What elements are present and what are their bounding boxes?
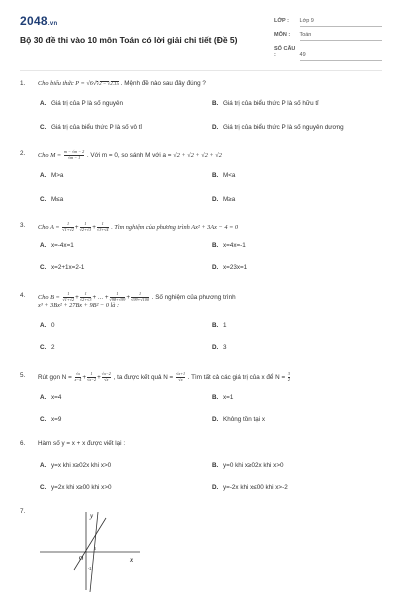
q2-option-a[interactable] [40,172,63,179]
question-text: Cho A = $\frac{1}{√1+√2}$ + $\frac{1}{√2+√3}$ + $\frac{1}{√3+√4}$ . Tìm nghiệm của phương trình Ax² + 3Ax − 4 = 0 [38,221,239,232]
option-text: Giá trị của biểu thức P là số hữu tỉ [223,100,319,107]
q4-text-before: Cho B = [38,293,60,301]
option-text: M<a [223,172,236,179]
option-key: B. [212,462,219,469]
option-text: x=23x=1 [223,264,248,271]
fraction: $\frac{3}{2}$ [287,371,290,382]
option-key: D. [212,264,219,271]
option-text: Không tồn tại x [223,416,266,423]
q3-option-d[interactable] [212,264,247,271]
option-key: B. [212,322,219,329]
question-text [38,150,222,160]
q1-option-b[interactable] [212,100,318,107]
socau-label: SỐ CÂU : [274,46,296,58]
graph-line [74,518,106,570]
option-key: D. [212,196,219,203]
q2-text-after: √2 + √2 + √2 + √2 [173,151,222,159]
lop-value: Lớp 9 [299,18,314,24]
option-key: C. [40,196,47,203]
option-key: A. [40,322,47,329]
q2-option-d[interactable] [212,196,235,203]
question-number: 1. [20,80,26,87]
meta-lop [274,18,382,24]
option-text: y=0 khi x≥02x khi x>0 [223,462,284,469]
mon-label: MÔN : [274,32,291,38]
q2-option-c[interactable] [40,196,63,203]
q5-text-after: . Tìm tất cả các giá trị của x để N = [187,373,286,381]
option-text: Giá trị của biểu thức P là số vô tỉ [51,124,142,131]
q6-option-a[interactable] [40,462,111,469]
fraction: $\frac{√x+1}{√x}$ [175,371,186,382]
q1-text-after: . Mệnh đề nào sau đây đúng ? [119,80,206,87]
option-text: Giá trị của P là số nguyên [51,100,123,107]
y-axis-label: y [90,512,94,520]
mon-value: Toán [299,32,312,38]
q4-option-a[interactable] [40,322,55,329]
option-text: x=-4x=1 [51,242,74,249]
option-key: C. [40,416,47,423]
question-number: 3. [20,222,26,229]
q1-option-d[interactable] [212,124,344,131]
q5-text-before: Rút gọn N = [38,373,72,381]
option-text: y=2x khi x≥00 khi x>0 [51,484,112,491]
option-key: C. [40,344,47,351]
question-text-line2: x³ + 3Bx² + 27Bx + 9B² − 0 là : [38,302,120,309]
option-text: M≤a [51,196,64,203]
option-text: 0 [51,322,55,329]
question-text: Rút gọn N = $\frac{√x}{x-4}$ + $\frac{1}{√x-2}$ + $\frac{√x-2}{√x}$ , ta được kết quả N = $\frac{√x+1}{√x}$ . Tìm tất cả các giá trị của x để N = $\frac{3}{2}$ [38,371,290,382]
option-text: x=1 [223,394,234,401]
question-text: Cho B = $\frac{1}{√1+√2}$ + $\frac{1}{√2+√3}$ + ... + $\frac{1}{√98+√99}$ + $\frac{1}{√99+√100}$ . Số nghiệm của phương trình [38,291,236,302]
meta-mon [274,32,382,38]
page-header [20,14,382,66]
fraction: $\frac{1}{√99+√100}$ [131,291,149,302]
option-text: y=x khi x≥02x khi x>0 [51,462,112,469]
option-text: x=2+1x=2-1 [51,264,85,271]
q5-option-d[interactable] [212,416,265,423]
option-key: D. [212,344,219,351]
question-text: Hàm số y = x + x được viết lại : [38,440,126,447]
option-text: 3 [223,344,227,351]
fraction: $\frac{m - √m - 2}{√m - 1}$ [63,149,85,160]
fraction: $\frac{√x}{x-4}$ [74,371,82,382]
option-key: D. [212,484,219,491]
option-text: x=4 [51,394,62,401]
q6-option-b[interactable] [212,462,284,469]
question-number: 2. [20,150,26,157]
q2-text-mid: . Với m = 0, so sánh M với a = [86,151,172,159]
option-key: B. [212,242,219,249]
logo-suffix: .vn [47,21,58,27]
fraction: $\frac{√x-2}{√x}$ [101,371,111,382]
option-text: 1 [223,322,227,329]
question-number: 7. [20,508,26,515]
option-text: 2 [51,344,55,351]
x-axis-label: x [130,556,134,564]
option-key: A. [40,394,47,401]
option-text: M≥a [223,196,236,203]
fraction: $\frac{1}{√1+√2}$ [62,221,74,232]
meta-socau [274,46,382,58]
q5-option-a[interactable] [40,394,61,401]
fraction: $\frac{1}{√1+√2}$ [62,291,75,302]
tick-x-label: 1 [94,546,96,551]
q2-option-b[interactable] [212,172,235,179]
option-key: A. [40,100,47,107]
question-number: 6. [20,440,26,447]
q3-text-after: . Tìm nghiệm của phương trình Ax² + 3Ax − 4 = 0 [111,223,239,231]
q3-option-b[interactable] [212,242,246,249]
option-text: x=4x=-1 [223,242,246,249]
q4-text-after: . Số nghiệm của phương trình [151,293,236,301]
question-text: Cho biểu thức P = √6√√2 − √2.15 . Mệnh đề nào sau đây đúng ? [38,80,206,87]
question-number: 5. [20,372,26,379]
q4-option-c[interactable] [40,344,55,351]
fraction: $\frac{1}{√2+√3}$ [79,291,92,302]
lop-label: LỚP : [274,18,289,24]
function-graph [36,508,146,592]
q1-option-a[interactable] [40,100,123,107]
q6-option-d[interactable] [212,484,288,491]
q3-option-a[interactable] [40,242,74,249]
fraction: $\frac{1}{√x-2}$ [87,371,97,382]
q5-text-mid: , ta được kết quả N = [113,373,174,381]
socau-value: 49 [299,52,306,58]
q3-option-c[interactable] [40,264,84,271]
option-key: C. [40,264,47,271]
q3-text-before: Cho A = [38,223,60,231]
q6-option-c[interactable] [40,484,112,491]
option-key: C. [40,484,47,491]
q4-option-d[interactable] [212,344,227,351]
option-key: A. [40,242,47,249]
q5-option-c[interactable] [40,416,61,423]
option-text: Giá trị của biểu thức P là số nguyên dương [223,124,344,131]
q1-text-before: Cho biểu thức P = √6√ [38,80,97,87]
option-key: C. [40,124,47,131]
origin-label: O [79,556,84,562]
logo-text: 2048 [20,14,48,28]
option-text: M>a [51,172,64,179]
q4-option-b[interactable] [212,322,227,329]
fraction: $\frac{1}{√2+√3}$ [79,221,92,232]
header-divider [20,70,382,71]
fraction: $\frac{1}{√3+√4}$ [96,221,109,232]
site-logo[interactable] [20,14,57,28]
q5-option-b[interactable] [212,394,233,401]
question-number: 4. [20,292,26,299]
option-key: D. [212,124,219,131]
option-key: B. [212,394,219,401]
q2-text-before: Cho M = [38,151,62,159]
option-key: A. [40,462,47,469]
option-key: B. [212,172,219,179]
option-key: A. [40,172,47,179]
fraction: $\frac{1}{√98+√99}$ [109,291,126,302]
option-text: y=-2x khi x≤00 khi x>-2 [223,484,288,491]
option-key: D. [212,416,219,423]
q1-option-c[interactable] [40,124,142,131]
tick-y-label: -2 [88,566,92,571]
option-text: x=9 [51,416,62,423]
document-title: Bộ 30 đề thi vào 10 môn Toán có lời giải chi tiết (Đề 5) [20,35,238,45]
option-key: B. [212,100,219,107]
